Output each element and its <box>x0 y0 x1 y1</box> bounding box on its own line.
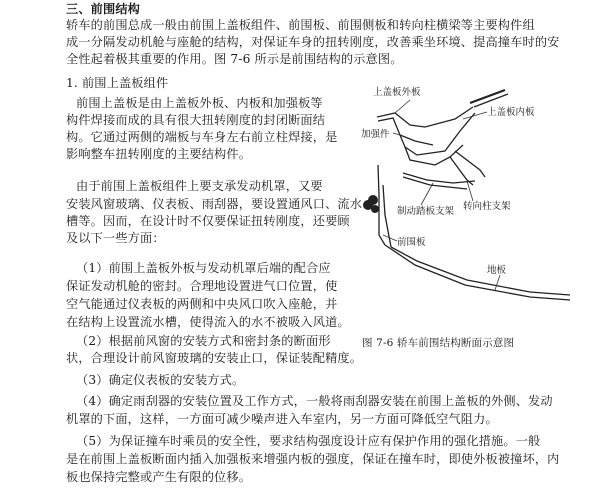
intro-line-3: 全性起着极其重要的作用。图 7-6 所示是前围结构的示意图。 <box>66 52 403 66</box>
label-column-bracket: 转向柱支架 <box>463 201 511 212</box>
item5-line-1: （5）为保证撞车时乘员的安全性，要求结构强度设计应有保护作用的强化措施。一般 <box>76 434 541 448</box>
label-reinforcement: 加强件 <box>361 129 390 140</box>
para2-line-4: 及以下一些方面： <box>66 231 165 245</box>
para2-line-1: 由于前围上盖板组件上要支承发动机罩，又要 <box>76 179 323 193</box>
item1-line-1: （1）前围上盖板外板与发动机罩后端的配合应 <box>76 261 331 275</box>
label-inner-panel: 上盖板内板 <box>487 107 535 118</box>
outer-panel-line <box>377 107 473 127</box>
subsection-title: 1. 前围上盖板组件 <box>66 76 169 90</box>
figure-caption: 图 7-6 轿车前围结构断面示意图 <box>362 337 515 349</box>
item5-line-3: 板也保持完整或产生有限的位移。 <box>66 470 252 484</box>
brake-bracket-line <box>403 173 475 183</box>
para1-line-1: 前围上盖板是由上盖板外板、内板和加强板等 <box>76 96 323 110</box>
para2-line-2: 安装风窗玻璃、仪表板、雨刮器，要设置通风口、流水 <box>66 197 363 211</box>
item4-line-1: （4）确定雨刮器的安装位置及工作方式，一般将雨刮器安装在前围上盖板的外侧、发动 <box>76 394 553 408</box>
label-outer-panel: 上盖板外板 <box>373 87 421 98</box>
label-dash-panel: 前围板 <box>397 237 426 248</box>
figure-7-6 <box>355 85 595 325</box>
label-brake-bracket: 制动踏板支架 <box>397 206 455 217</box>
item3-line-1: （3）确定仪表板的安装方式。 <box>76 373 245 387</box>
item2-line-2: 状，合理设计前风窗玻璃的安装止口，保证装配精度。 <box>66 351 363 365</box>
item5-line-2: 是在前围上盖板断面内插入加强板来增强内板的强度，保证在撞车时，即使外板被撞坏，内 <box>66 452 560 466</box>
seal-shape <box>363 195 379 213</box>
item1-line-4: 在结构上设置流水槽，使得流入的水不被吸入风道。 <box>66 315 350 329</box>
item1-line-3: 空气能通过仪表板的两侧和中央风口吹入座舱，并 <box>66 297 338 311</box>
intro-line-2: 成一分隔发动机舱与座舱的结构，对保证车身的扭转刚度，改善乘坐环境、提高撞车时的安 <box>66 35 560 49</box>
item4-line-2: 机罩的下面，这样，一方面可减少噪声进入车室内，另一方面可降低空气阻力。 <box>66 412 498 426</box>
column-bracket-line <box>450 157 473 185</box>
para1-line-3: 构。它通过两侧的端板与车身左右前立柱焊接，是 <box>66 130 338 144</box>
item1-line-2: 保证发动机舱的密封。合理地设置进气口位置，使 <box>66 279 338 293</box>
para2-line-3: 槽等。因而，在设计时不仅要保证扭转刚度，还要顾 <box>66 214 350 228</box>
para1-line-4: 影响整车扭转刚度的主要结构件。 <box>66 147 252 161</box>
inner-panel-line <box>378 113 475 155</box>
column-bracket-edge <box>455 151 485 177</box>
section-title: 三、前围结构 <box>66 2 141 16</box>
reinforcement-line <box>400 135 433 145</box>
para1-line-2: 构件焊接而成的具有很大扭转刚度的封闭断面结 <box>66 113 326 127</box>
intro-line-1: 轿车的前围总成一般由前围上盖板组件、前围板、前围侧板和转向柱横梁等主要构件组 <box>66 18 535 32</box>
floor-line <box>385 245 570 300</box>
label-floor: 地板 <box>487 265 507 276</box>
item2-line-1: （2）根据前风窗的安装方式和密封条的断面形 <box>76 334 331 348</box>
